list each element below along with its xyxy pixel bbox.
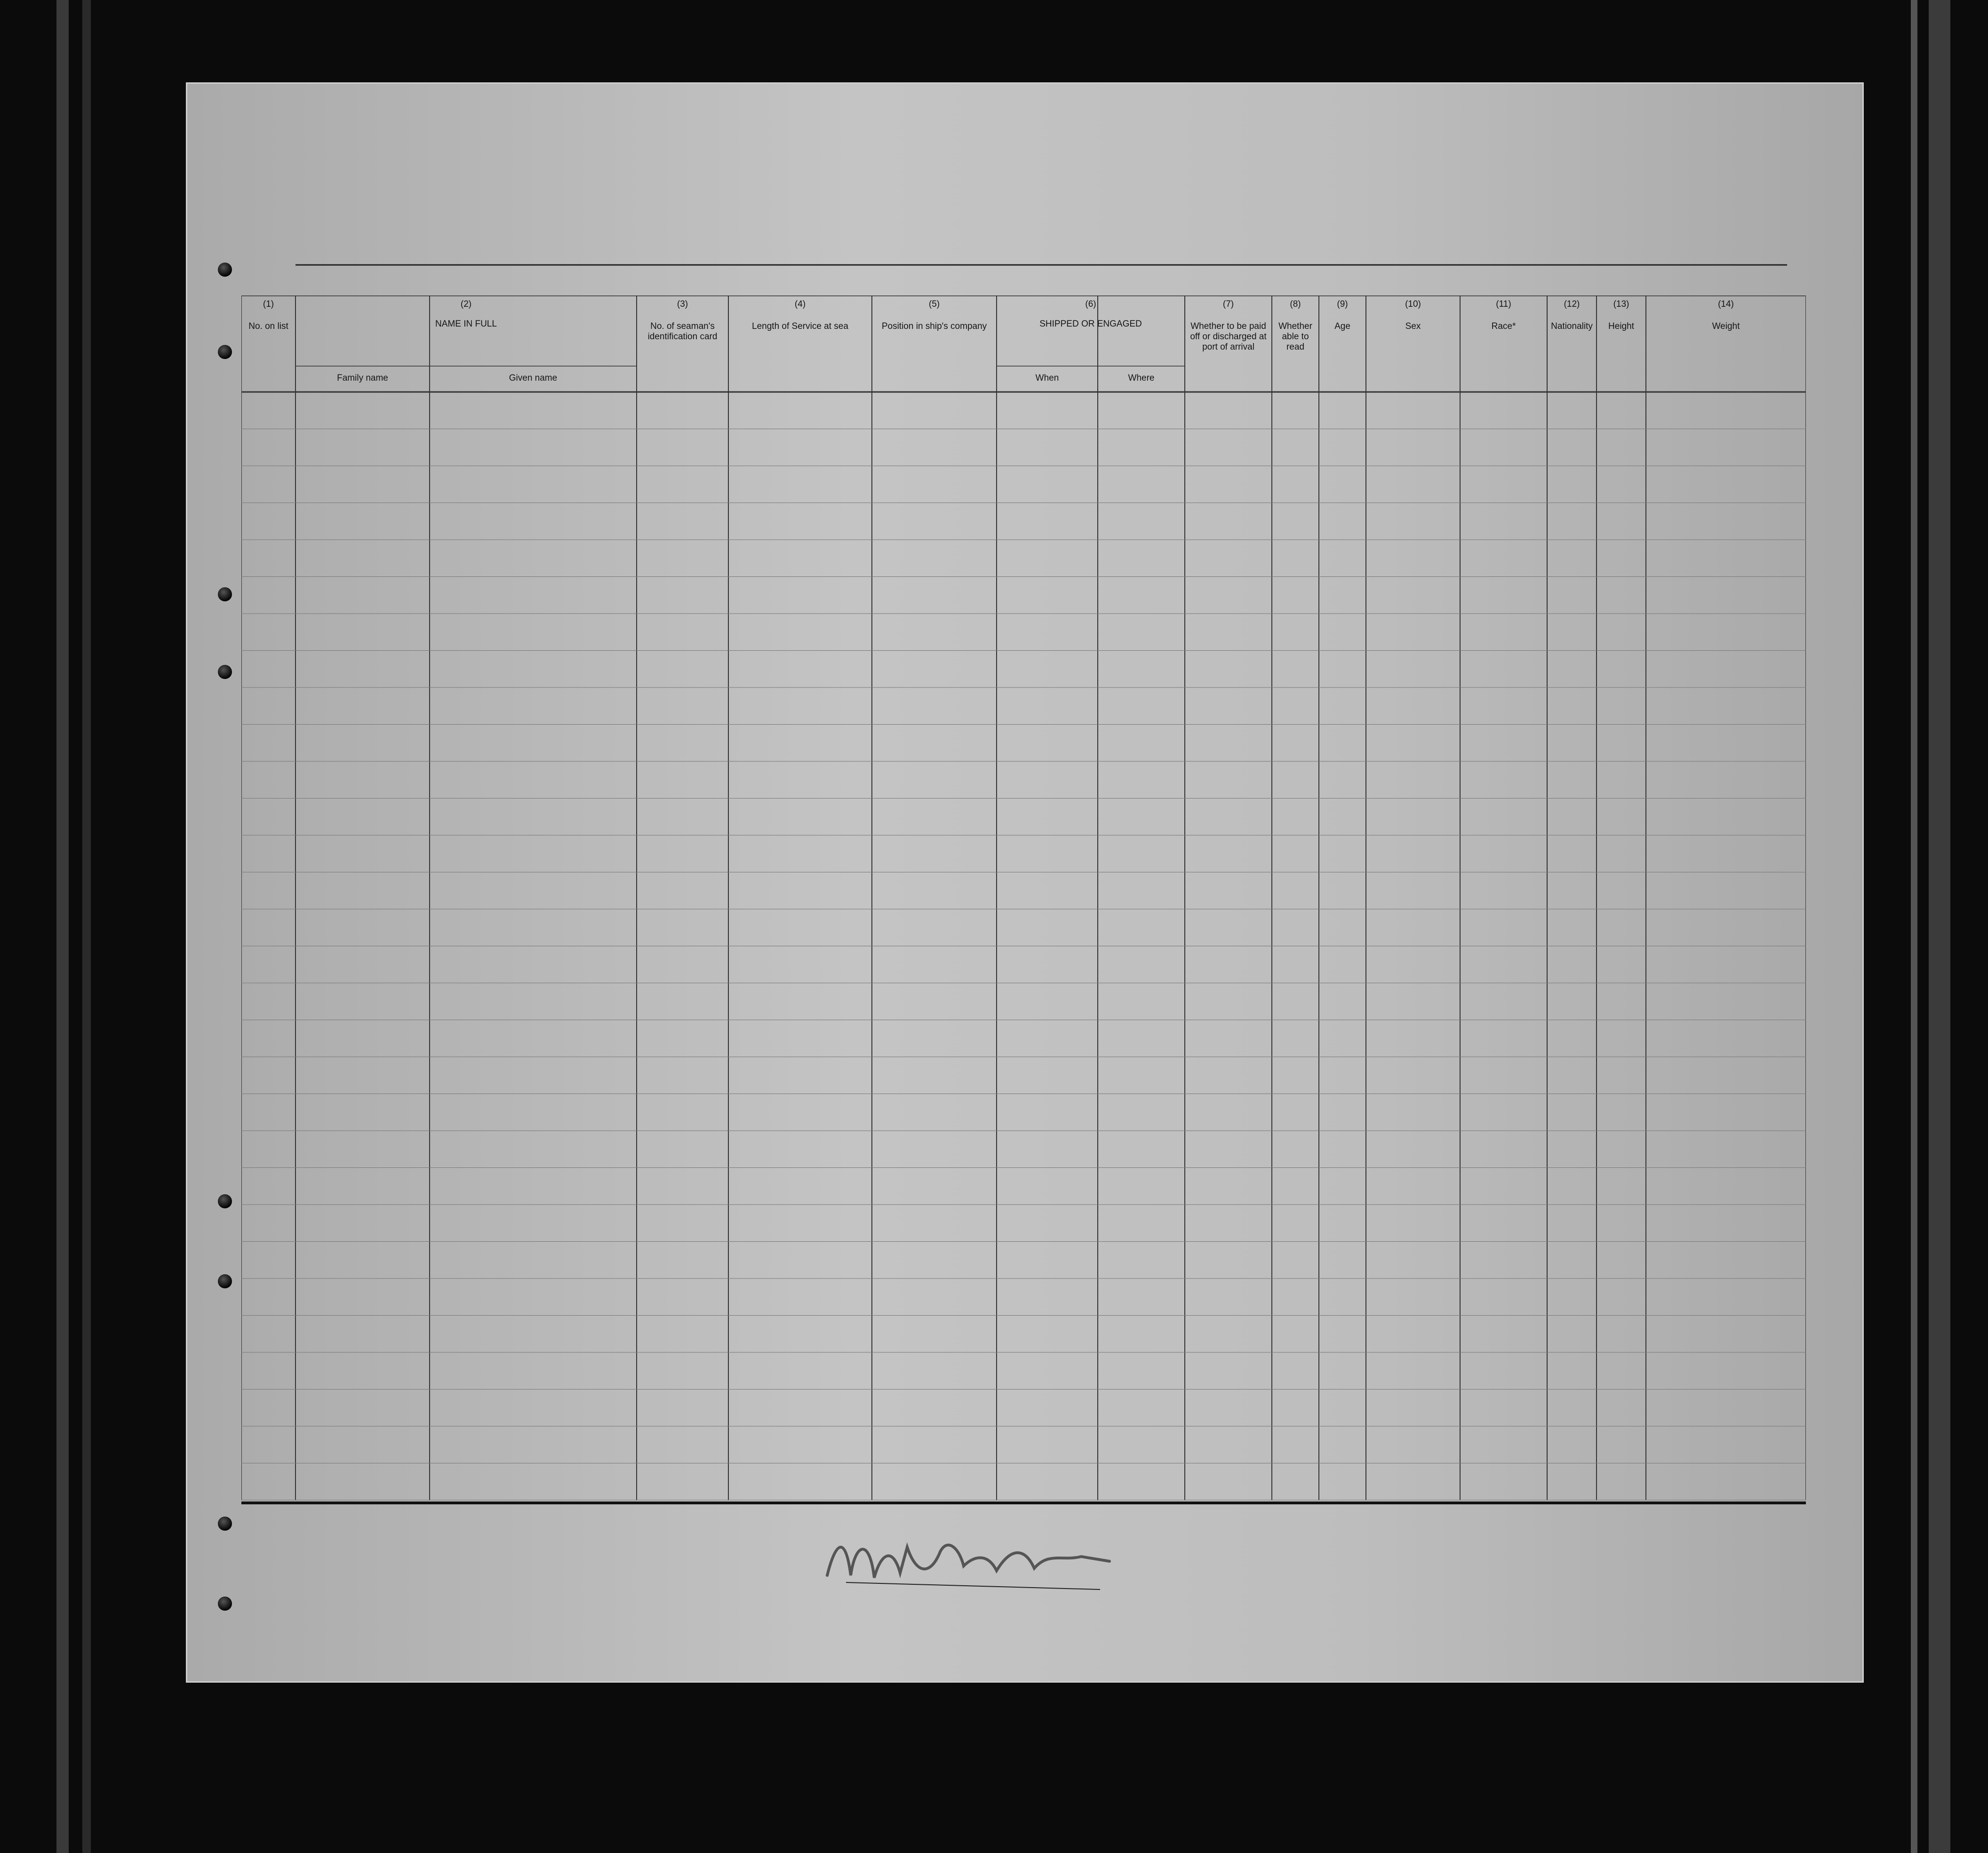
column-number: (1): [263, 299, 274, 309]
column-subheader: Family name: [337, 373, 388, 383]
column-number: (2): [460, 299, 472, 309]
column-number: (4): [794, 299, 806, 309]
column-header: SHIPPED OR ENGAGED: [1039, 319, 1142, 329]
column-header: Age: [1334, 321, 1350, 331]
manifest-table: [241, 296, 1806, 1641]
column-header: Whether to be paid off or discharged at port of arrival: [1190, 321, 1267, 352]
binder-hole: [218, 345, 232, 359]
column-number: (13): [1613, 299, 1629, 309]
column-number: (12): [1564, 299, 1580, 309]
film-edge-right-inner: [1911, 0, 1917, 1853]
binder-hole: [218, 587, 232, 601]
column-subheader: When: [1035, 373, 1059, 383]
column-header: No. of seaman's identification card: [647, 321, 718, 342]
binder-hole: [218, 665, 232, 679]
column-number: (11): [1496, 299, 1511, 309]
column-header: NAME IN FULL: [435, 319, 497, 329]
table-rules: [241, 296, 1806, 1505]
binder-hole: [218, 1274, 232, 1288]
column-header: Whether able to read: [1278, 321, 1312, 352]
column-number: (5): [928, 299, 940, 309]
column-header: Sex: [1405, 321, 1421, 331]
column-number: (9): [1337, 299, 1348, 309]
binder-hole: [218, 263, 232, 277]
manifest-sheet: [186, 82, 1864, 1683]
column-header: Weight: [1712, 321, 1740, 331]
binder-hole: [218, 1597, 232, 1611]
column-header: No. on list: [248, 321, 288, 331]
column-header: Position in ship's company: [881, 321, 987, 331]
film-edge-left: [56, 0, 69, 1853]
inspector-signature: [818, 1519, 1124, 1604]
column-number: (3): [677, 299, 688, 309]
column-header: Nationality: [1551, 321, 1593, 331]
column-subheader: Where: [1128, 373, 1155, 383]
film-edge-right: [1929, 0, 1950, 1853]
column-number: (8): [1290, 299, 1301, 309]
film-edge-left-inner: [82, 0, 91, 1853]
binder-hole: [218, 1194, 232, 1208]
column-number: (7): [1222, 299, 1234, 309]
column-header: Height: [1608, 321, 1634, 331]
binder-hole: [218, 1517, 232, 1531]
column-number: (14): [1718, 299, 1734, 309]
column-subheader: Given name: [509, 373, 558, 383]
column-number: (10): [1405, 299, 1421, 309]
column-header: Race*: [1491, 321, 1516, 331]
column-number: (6): [1085, 299, 1096, 309]
column-header: Length of Service at sea: [752, 321, 848, 331]
